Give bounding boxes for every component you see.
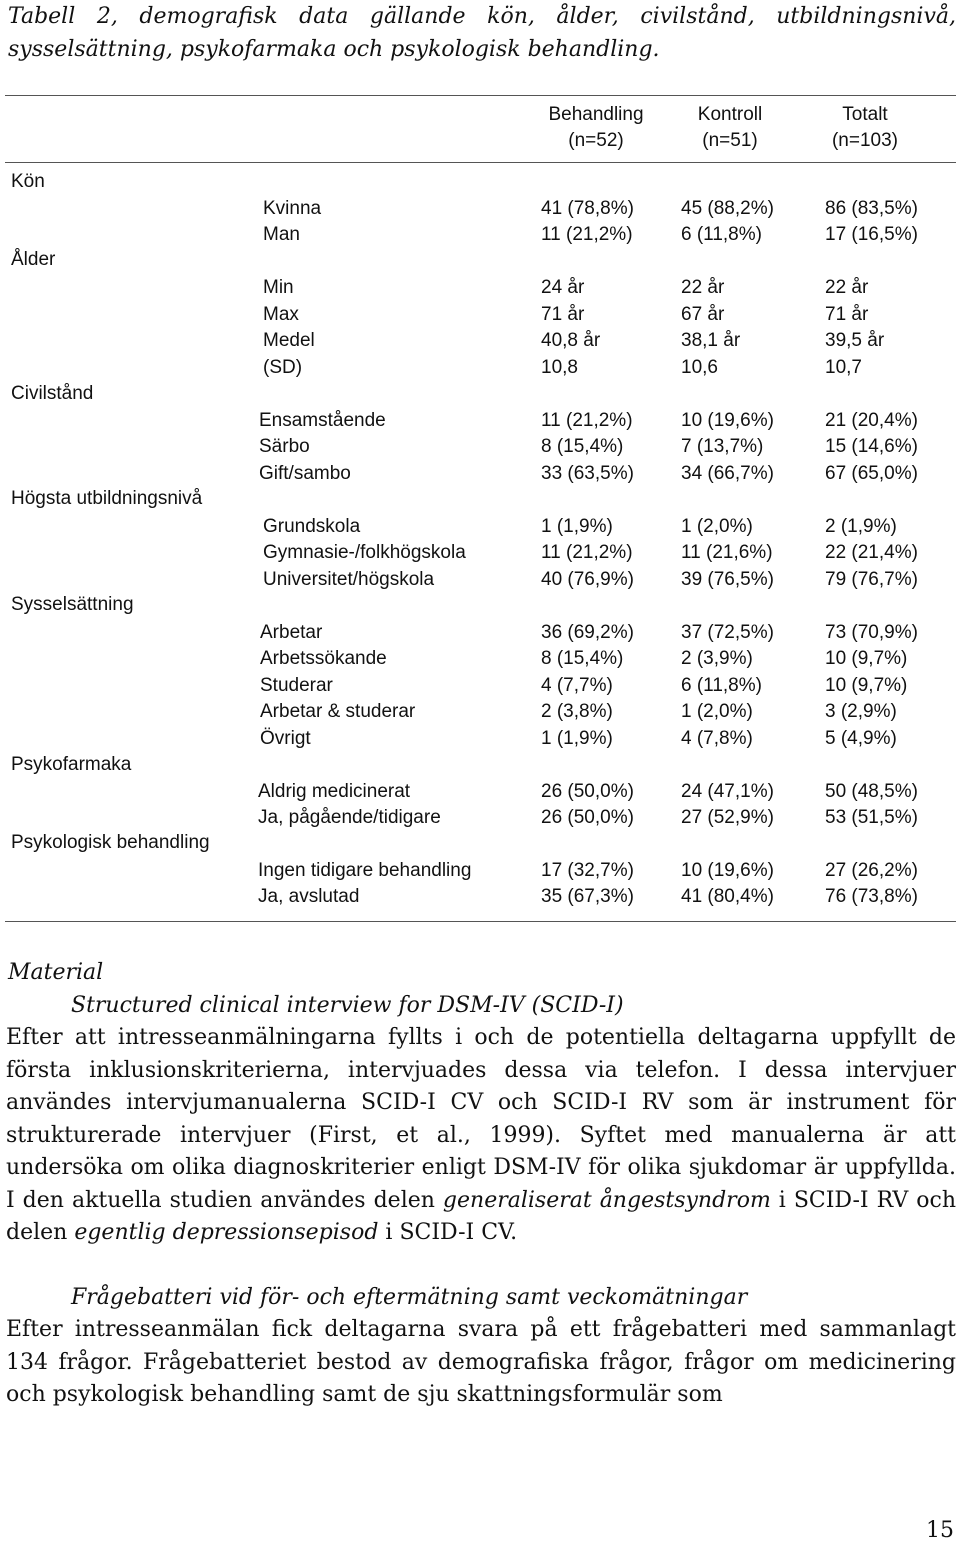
table-row: Aldrig medicinerat 26 (50,0%) 24 (47,1%) 50 (48,5%) [258, 781, 918, 802]
table-row: Särbo 8 (15,4%) 7 (13,7%) 15 (14,6%) [259, 436, 918, 457]
category-utbildningsniva: Högsta utbildningsnivå [11, 488, 203, 509]
table-row: Kvinna 41 (78,8%) 45 (88,2%) 86 (83,5%) [263, 198, 918, 219]
table-row: Min 24 år 22 år 22 år [263, 277, 869, 298]
table-row: Arbetar 36 (69,2%) 37 (72,5%) 73 (70,9%) [260, 622, 918, 643]
category-kon: Kön [11, 171, 45, 192]
category-civilstand: Civilstånd [11, 383, 94, 404]
table-row: Man 11 (21,2%) 6 (11,8%) 17 (16,5%) [263, 224, 918, 245]
table-row: Studerar 4 (7,7%) 6 (11,8%) 10 (9,7%) [260, 675, 908, 696]
table-row: Max 71 år 67 år 71 år [263, 304, 869, 325]
table-row: Ingen tidigare behandling 17 (32,7%) 10 (19,6%) 27 (26,2%) [258, 860, 918, 881]
table-top-rule [5, 95, 956, 96]
page-number: 15 [926, 1518, 954, 1543]
table-row: Gymnasie-/folkhögskola 11 (21,2%) 11 (21,6%) 22 (21,4%) [263, 542, 918, 563]
table-row: Ensamstående 11 (21,2%) 10 (19,6%) 21 (20,4%) [259, 410, 918, 431]
column-header-behandling: Behandling (n=52) [548, 104, 644, 151]
table-row: Gift/sambo 33 (63,5%) 34 (66,7%) 67 (65,0%) [259, 463, 918, 484]
section-heading: Material [8, 960, 104, 985]
paragraph-fragebatteri: Efter intresseanmälan fick deltagarna svara på ett frågebatteri med sammanlagt 134 frågor. Frågebatteriet bestod av demografiska frågor, frågor om medicinering och psykologisk behandling samt de sju skattningsformulär som [6, 1317, 956, 1407]
column-header-totalt: Totalt (n=103) [831, 104, 899, 151]
subheading-scid: Structured clinical interview for DSM-IV (SCID-I) [71, 993, 624, 1018]
table-row: Ja, avslutad 35 (67,3%) 41 (80,4%) 76 (73,8%) [258, 886, 918, 907]
table-header-rule [5, 162, 956, 163]
table-row: Grundskola 1 (1,9%) 1 (2,0%) 2 (1,9%) [263, 516, 897, 537]
table-row: Arbetar & studerar 2 (3,8%) 1 (2,0%) 3 (2,9%) [260, 701, 897, 722]
table-row: Universitet/högskola 40 (76,9%) 39 (76,5%) 79 (76,7%) [263, 569, 918, 590]
table-row: Arbetssökande 8 (15,4%) 2 (3,9%) 10 (9,7%) [260, 648, 908, 669]
table-row: Ja, pågående/tidigare 26 (50,0%) 27 (52,9%) 53 (51,5%) [258, 807, 918, 828]
column-header-kontroll: Kontroll (n=51) [697, 104, 763, 151]
category-alder: Ålder [11, 249, 56, 270]
category-sysselsattning: Sysselsättning [11, 594, 134, 615]
table-row: Övrigt 1 (1,9%) 4 (7,8%) 5 (4,9%) [260, 728, 897, 749]
category-psykologisk-behandling: Psykologisk behandling [11, 832, 210, 853]
table-row: (SD) 10,8 10,6 10,7 [263, 357, 862, 378]
paragraph-scid: Efter att intresseanmälningarna fyllts i och de potentiella deltagarna uppfyllt de första inklusionskriterierna, intervjuades dessa via telefon. I dessa intervjuer användes intervjumanualerna SCID-I CV och SCID-I RV som är instrument för strukturerade intervjuer (First, et al., 1999). Syftet med manualerna är att undersöka om olika diagnoskriterier enligt DSM-IV för olika sjukdomar är uppfyllda. I den aktuella studien användes delen generaliserat ångestsyndrom i SCID-I RV och delen egentlig depressionsepisod i SCID-I CV. [6, 1025, 956, 1245]
category-psykofarmaka: Psykofarmaka [11, 754, 132, 775]
table-bottom-rule [5, 921, 956, 922]
table-row: Medel 40,8 år 38,1 år 39,5 år [263, 330, 885, 351]
table-caption: Tabell 2, demografisk data gällande kön, ålder, civilstånd, utbildningsnivå, sysselsättning, psykofarmaka och psykologisk behandling. [8, 4, 956, 62]
subheading-fragebatteri: Frågebatteri vid för- och eftermätning samt veckomätningar [71, 1285, 748, 1310]
